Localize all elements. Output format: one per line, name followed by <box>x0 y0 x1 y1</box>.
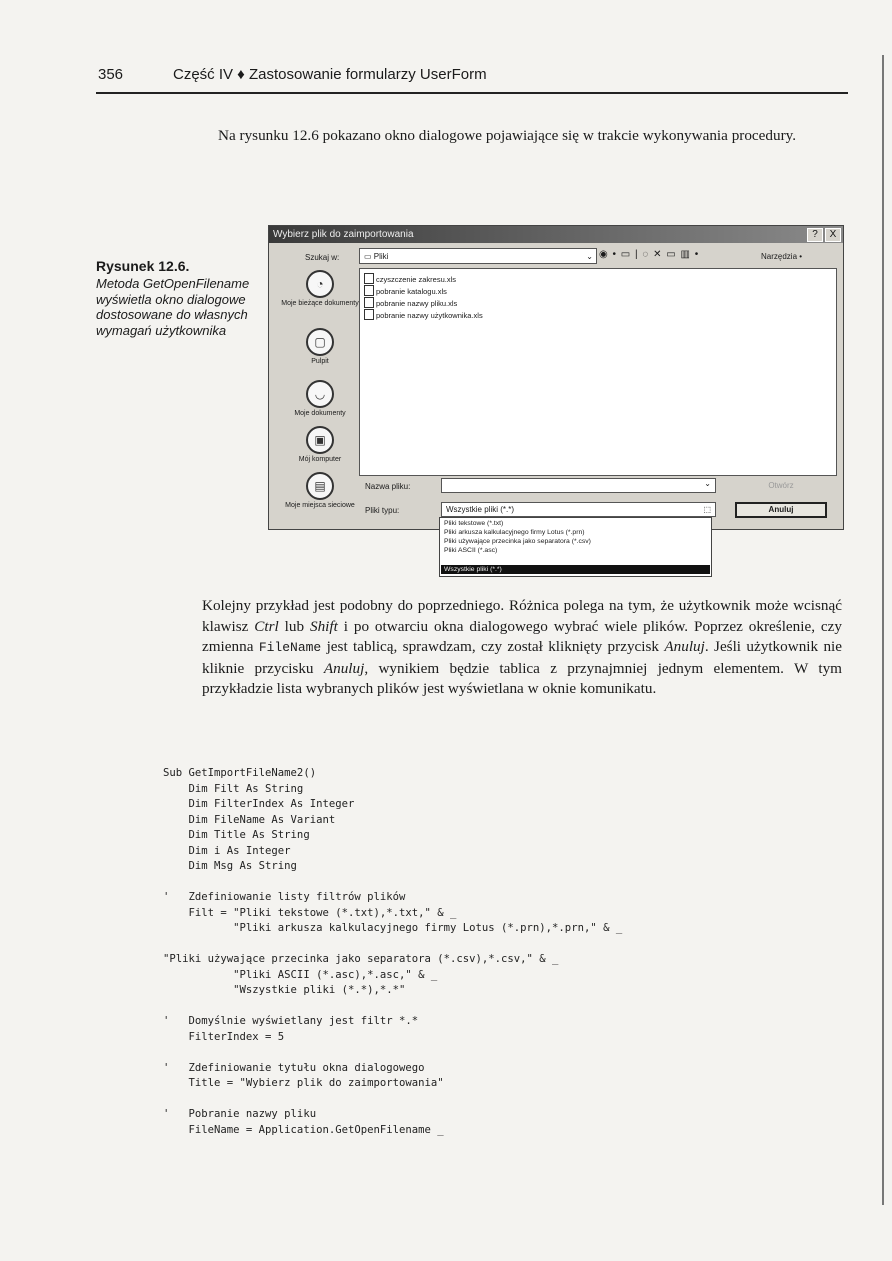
open-file-dialog <box>268 225 844 530</box>
place-network[interactable] <box>279 472 361 509</box>
cursor-icon: ⬚ <box>703 505 711 514</box>
list-item[interactable]: pobranie nazwy użytkownika.xls <box>364 309 483 320</box>
dropdown-option[interactable]: Pliki ASCII (*.asc) <box>444 547 498 554</box>
recent-documents-icon: ◔ <box>306 270 334 298</box>
place-recent-label: Moje bieżące dokumenty <box>281 300 359 307</box>
list-item[interactable]: czyszczenie zakresu.xls <box>364 273 456 284</box>
filename-label: Nazwa pliku: <box>365 482 411 491</box>
chevron-down-icon: ⌄ <box>704 479 711 488</box>
excel-file-icon <box>364 285 374 296</box>
place-my-computer-label: Mój komputer <box>298 456 342 463</box>
open-button[interactable]: Otwórz <box>768 481 794 490</box>
header-rule <box>96 92 848 94</box>
folder-icon: ▭ <box>364 252 374 261</box>
lookin-value: Pliki <box>373 252 389 261</box>
page-number: 356 <box>98 66 124 83</box>
excel-file-icon <box>364 297 374 308</box>
file-list[interactable] <box>359 268 837 476</box>
dropdown-option[interactable]: Pliki używające przecinka jako separatora (*.csv) <box>444 538 591 545</box>
dropdown-option[interactable]: Pliki tekstowe (*.txt) <box>444 520 504 527</box>
code-listing: Sub GetImportFileName2() Dim Filt As String Dim FilterIndex As Integer Dim FileName As Variant Dim Title As String Dim i As Integer Dim Msg As String ' Zdefiniowanie listy filtrów plików Filt = "Pliki tekstowe (*.txt),*.txt," & _ "Pliki arkusza kalkulacyjnego firmy Lotus (*.prn),*.prn," & _ "Pliki używające przecinka jako separatora (*.csv),*.csv," & _ "Pliki ASCII (*.asc),*.asc," & _ "Wszystkie pliki (*.*),*.*" ' Domyślnie wyświetlany jest filtr *.* FilterIndex = 5 ' Zdefiniowanie tytułu okna dialogowego Title = "Wybierz plik do zaimportowania" ' Pobranie nazwy pliku FileName = Application.GetOpenFilename _ <box>163 767 623 1136</box>
dialog-title: Wybierz plik do zaimportowania <box>273 229 414 240</box>
chevron-down-icon: ⌄ <box>586 252 593 261</box>
desktop-icon: ▢ <box>306 328 334 356</box>
filetype-value: Wszystkie pliki (*.*) <box>446 505 515 514</box>
places-bar <box>279 268 361 523</box>
lookin-label: Szukaj w: <box>305 253 340 262</box>
cancel-button[interactable]: Anuluj <box>735 502 827 518</box>
place-network-label: Moje miejsca sieciowe <box>285 502 355 509</box>
place-recent[interactable] <box>279 270 361 307</box>
figure-caption <box>96 258 256 338</box>
network-places-icon: ▤ <box>306 472 334 500</box>
list-item[interactable]: pobranie nazwy pliku.xls <box>364 297 457 308</box>
list-item[interactable]: pobranie katalogu.xls <box>364 285 447 296</box>
place-my-documents[interactable] <box>279 380 361 417</box>
my-documents-icon: ◡ <box>306 380 334 408</box>
place-desktop[interactable] <box>279 328 361 365</box>
dialog-title-bar <box>269 226 843 243</box>
filetype-label: Pliki typu: <box>365 506 400 515</box>
body-paragraph: Kolejny przykład jest podobny do poprzedniego. Różnica polega na tym, że użytkownik może wcisnąć klawisz Ctrl lub Shift i po otwarciu okna dialogowego wybrać wiele plików. Poprzez określenie, czy zmienna FileName jest tablicą, sprawdzam, czy został kliknięty przycisk Anuluj. Jeśli użytkownik nie kliknie przycisku Anuluj, wynikiem będzie tablica z przynajmniej jednym elementem. W tym przykładzie lista wybranych plików jest wyświetlana w oknie komunikatu. <box>202 597 843 698</box>
lookin-select[interactable] <box>359 248 597 264</box>
excel-file-icon <box>364 309 374 320</box>
close-button[interactable]: X <box>825 228 841 242</box>
computer-icon: ▣ <box>306 426 334 454</box>
dropdown-option[interactable]: Pliki arkusza kalkulacyjnego firmy Lotus (*.prn) <box>444 529 585 536</box>
filetype-select[interactable] <box>441 502 716 517</box>
toolbar-icons[interactable]: ◉ • ▭ | ◌ ✕ ▭ ▥ • <box>599 249 700 260</box>
excel-file-icon <box>364 273 374 284</box>
figure-caption-title: Rysunek 12.6. <box>96 258 190 274</box>
place-my-documents-label: Moje dokumenty <box>294 410 346 417</box>
place-desktop-label: Pulpit <box>311 358 329 365</box>
filename-input[interactable] <box>441 478 716 493</box>
running-title: Część IV ♦ Zastosowanie formularzy UserForm <box>173 66 487 83</box>
figure-caption-text: Metoda GetOpenFilename wyświetla okno dialogowe dostosowane do własnych wymagań użytkownika <box>96 276 250 338</box>
dropdown-option-selected[interactable]: Wszystkie pliki (*.*) <box>441 565 710 574</box>
page-edge-shadow <box>882 55 884 1205</box>
filetype-dropdown[interactable] <box>439 517 712 577</box>
tools-menu[interactable]: Narzędzia • <box>761 252 803 261</box>
lead-paragraph: Na rysunku 12.6 pokazano okno dialogowe pojawiające się w trakcie wykonywania procedury. <box>218 127 797 144</box>
help-button[interactable]: ? <box>807 228 823 242</box>
place-my-computer[interactable] <box>279 426 361 463</box>
